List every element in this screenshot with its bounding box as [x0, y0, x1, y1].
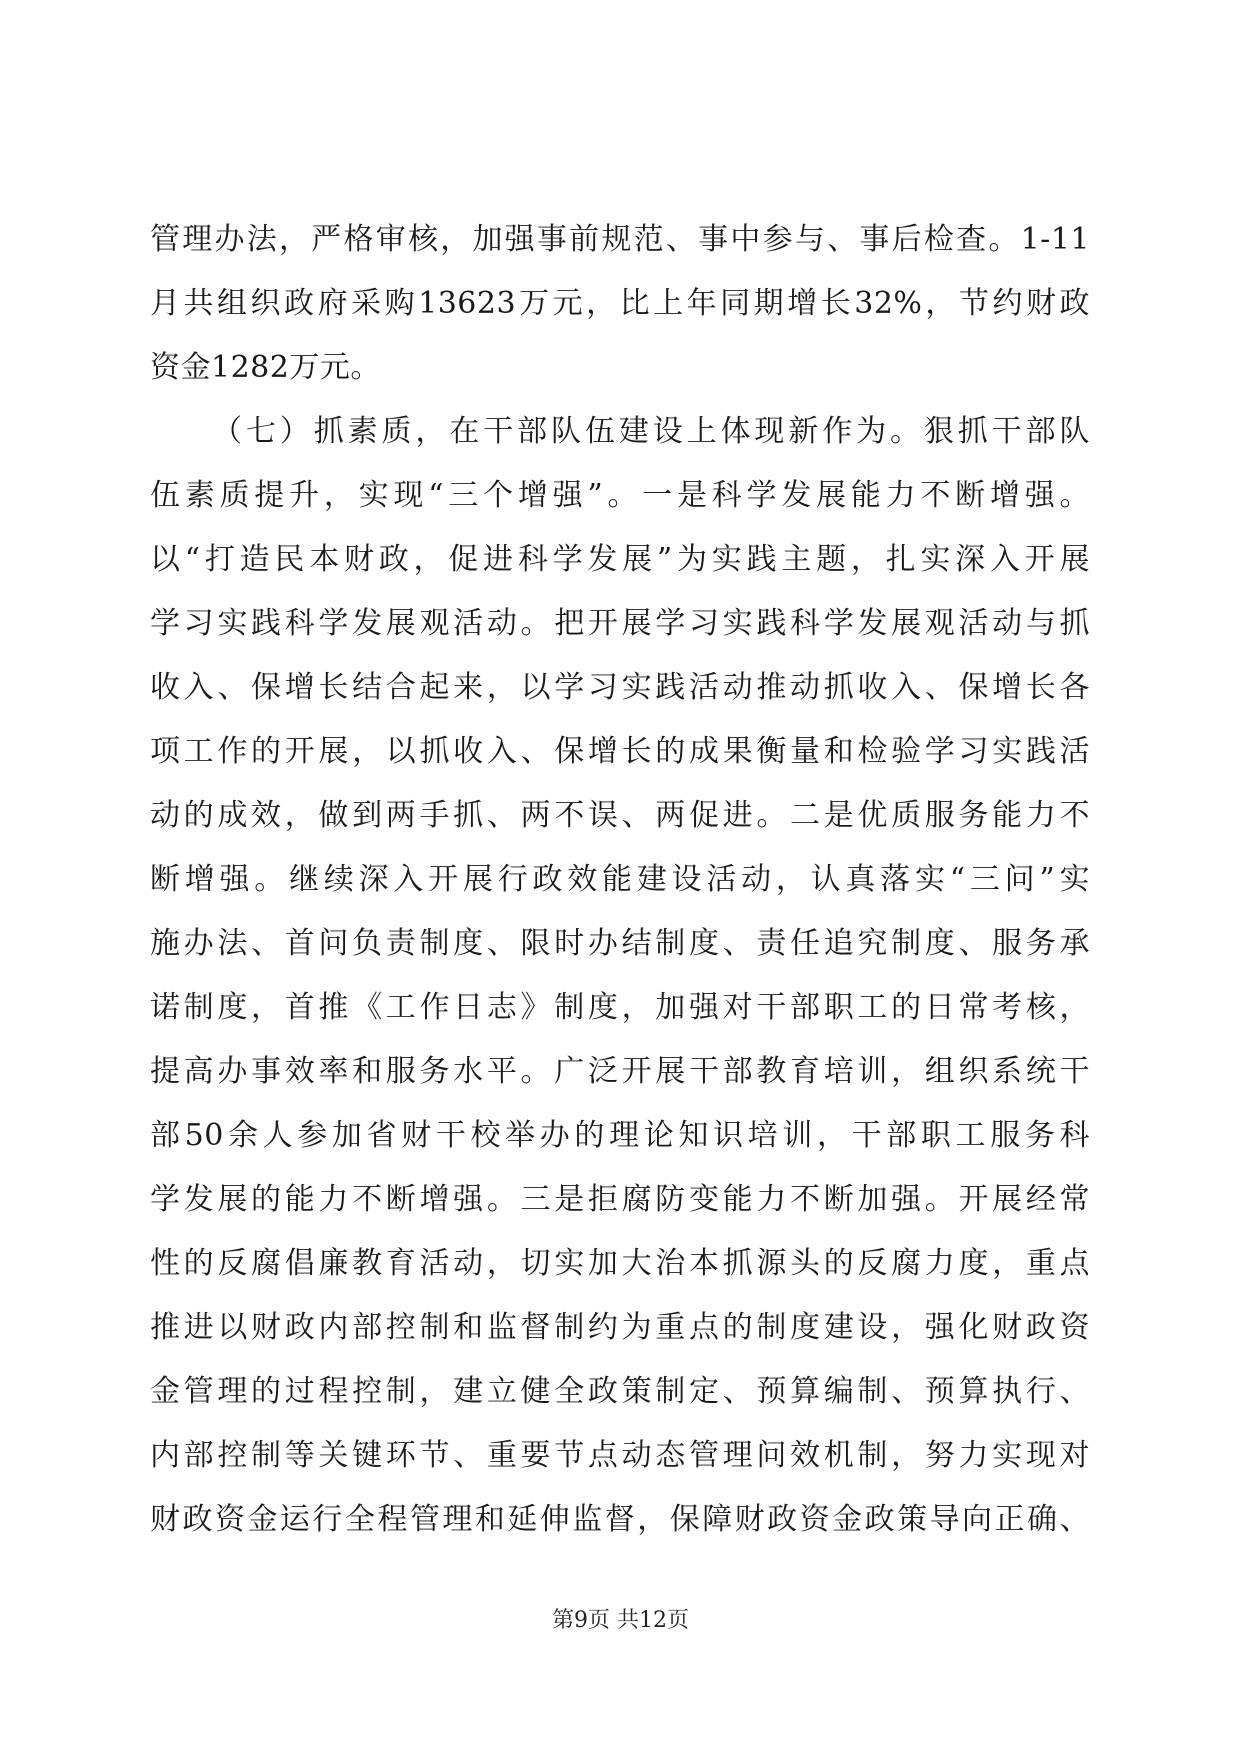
text-line-19: 金管理的过程控制，建立健全政策制定、预算编制、预算执行、 — [150, 1374, 1090, 1409]
page-number-footer: 第9页 共12页 — [552, 1608, 689, 1633]
text-line-1: 管理办法，严格审核，加强事前规范、事中参与、事后检查。1-11 — [150, 222, 1090, 257]
text-line-10: 动的成效，做到两手抓、两不误、两促进。二是优质服务能力不 — [150, 798, 1090, 833]
text-line-20: 内部控制等关键环节、重要节点动态管理问效机制，努力实现对 — [150, 1438, 1090, 1473]
text-line-17: 性的反腐倡廉教育活动，切实加大治本抓源头的反腐力度，重点 — [150, 1246, 1090, 1281]
text-line-7: 学习实践科学发展观活动。把开展学习实践科学发展观活动与抓 — [150, 606, 1090, 641]
text-line-13: 诺制度，首推《工作日志》制度，加强对干部职工的日常考核， — [150, 990, 1090, 1025]
text-line-6: 以“打造民本财政，促进科学发展”为实践主题，扎实深入开展 — [150, 542, 1090, 577]
text-line-5: 伍素质提升，实现“三个增强”。一是科学发展能力不断增强。 — [150, 478, 1090, 513]
text-line-2: 月共组织政府采购13623万元，比上年同期增长32%，节约财政 — [150, 286, 1090, 321]
text-line-12: 施办法、首问负责制度、限时办结制度、责任追究制度、服务承 — [150, 926, 1090, 961]
text-line-18: 推进以财政内部控制和监督制约为重点的制度建设，强化财政资 — [150, 1310, 1090, 1345]
text-line-14: 提高办事效率和服务水平。广泛开展干部教育培训，组织系统干 — [150, 1054, 1090, 1089]
text-line-9: 项工作的开展，以抓收入、保增长的成果衡量和检验学习实践活 — [150, 734, 1090, 769]
text-line-11: 断增强。继续深入开展行政效能建设活动，认真落实“三问”实 — [150, 862, 1090, 897]
text-line-15: 部50余人参加省财干校举办的理论知识培训，干部职工服务科 — [150, 1118, 1090, 1153]
document-body — [150, 208, 1090, 1552]
text-line-21: 财政资金运行全程管理和延伸监督，保障财政资金政策导向正确、 — [150, 1502, 1090, 1537]
text-line-4: （七）抓素质，在干部队伍建设上体现新作为。狠抓干部队 — [212, 414, 1090, 449]
text-line-3: 资金1282万元。 — [150, 350, 381, 385]
text-line-8: 收入、保增长结合起来，以学习实践活动推动抓收入、保增长各 — [150, 670, 1090, 705]
text-line-16: 学发展的能力不断增强。三是拒腐防变能力不断加强。开展经常 — [150, 1182, 1090, 1217]
